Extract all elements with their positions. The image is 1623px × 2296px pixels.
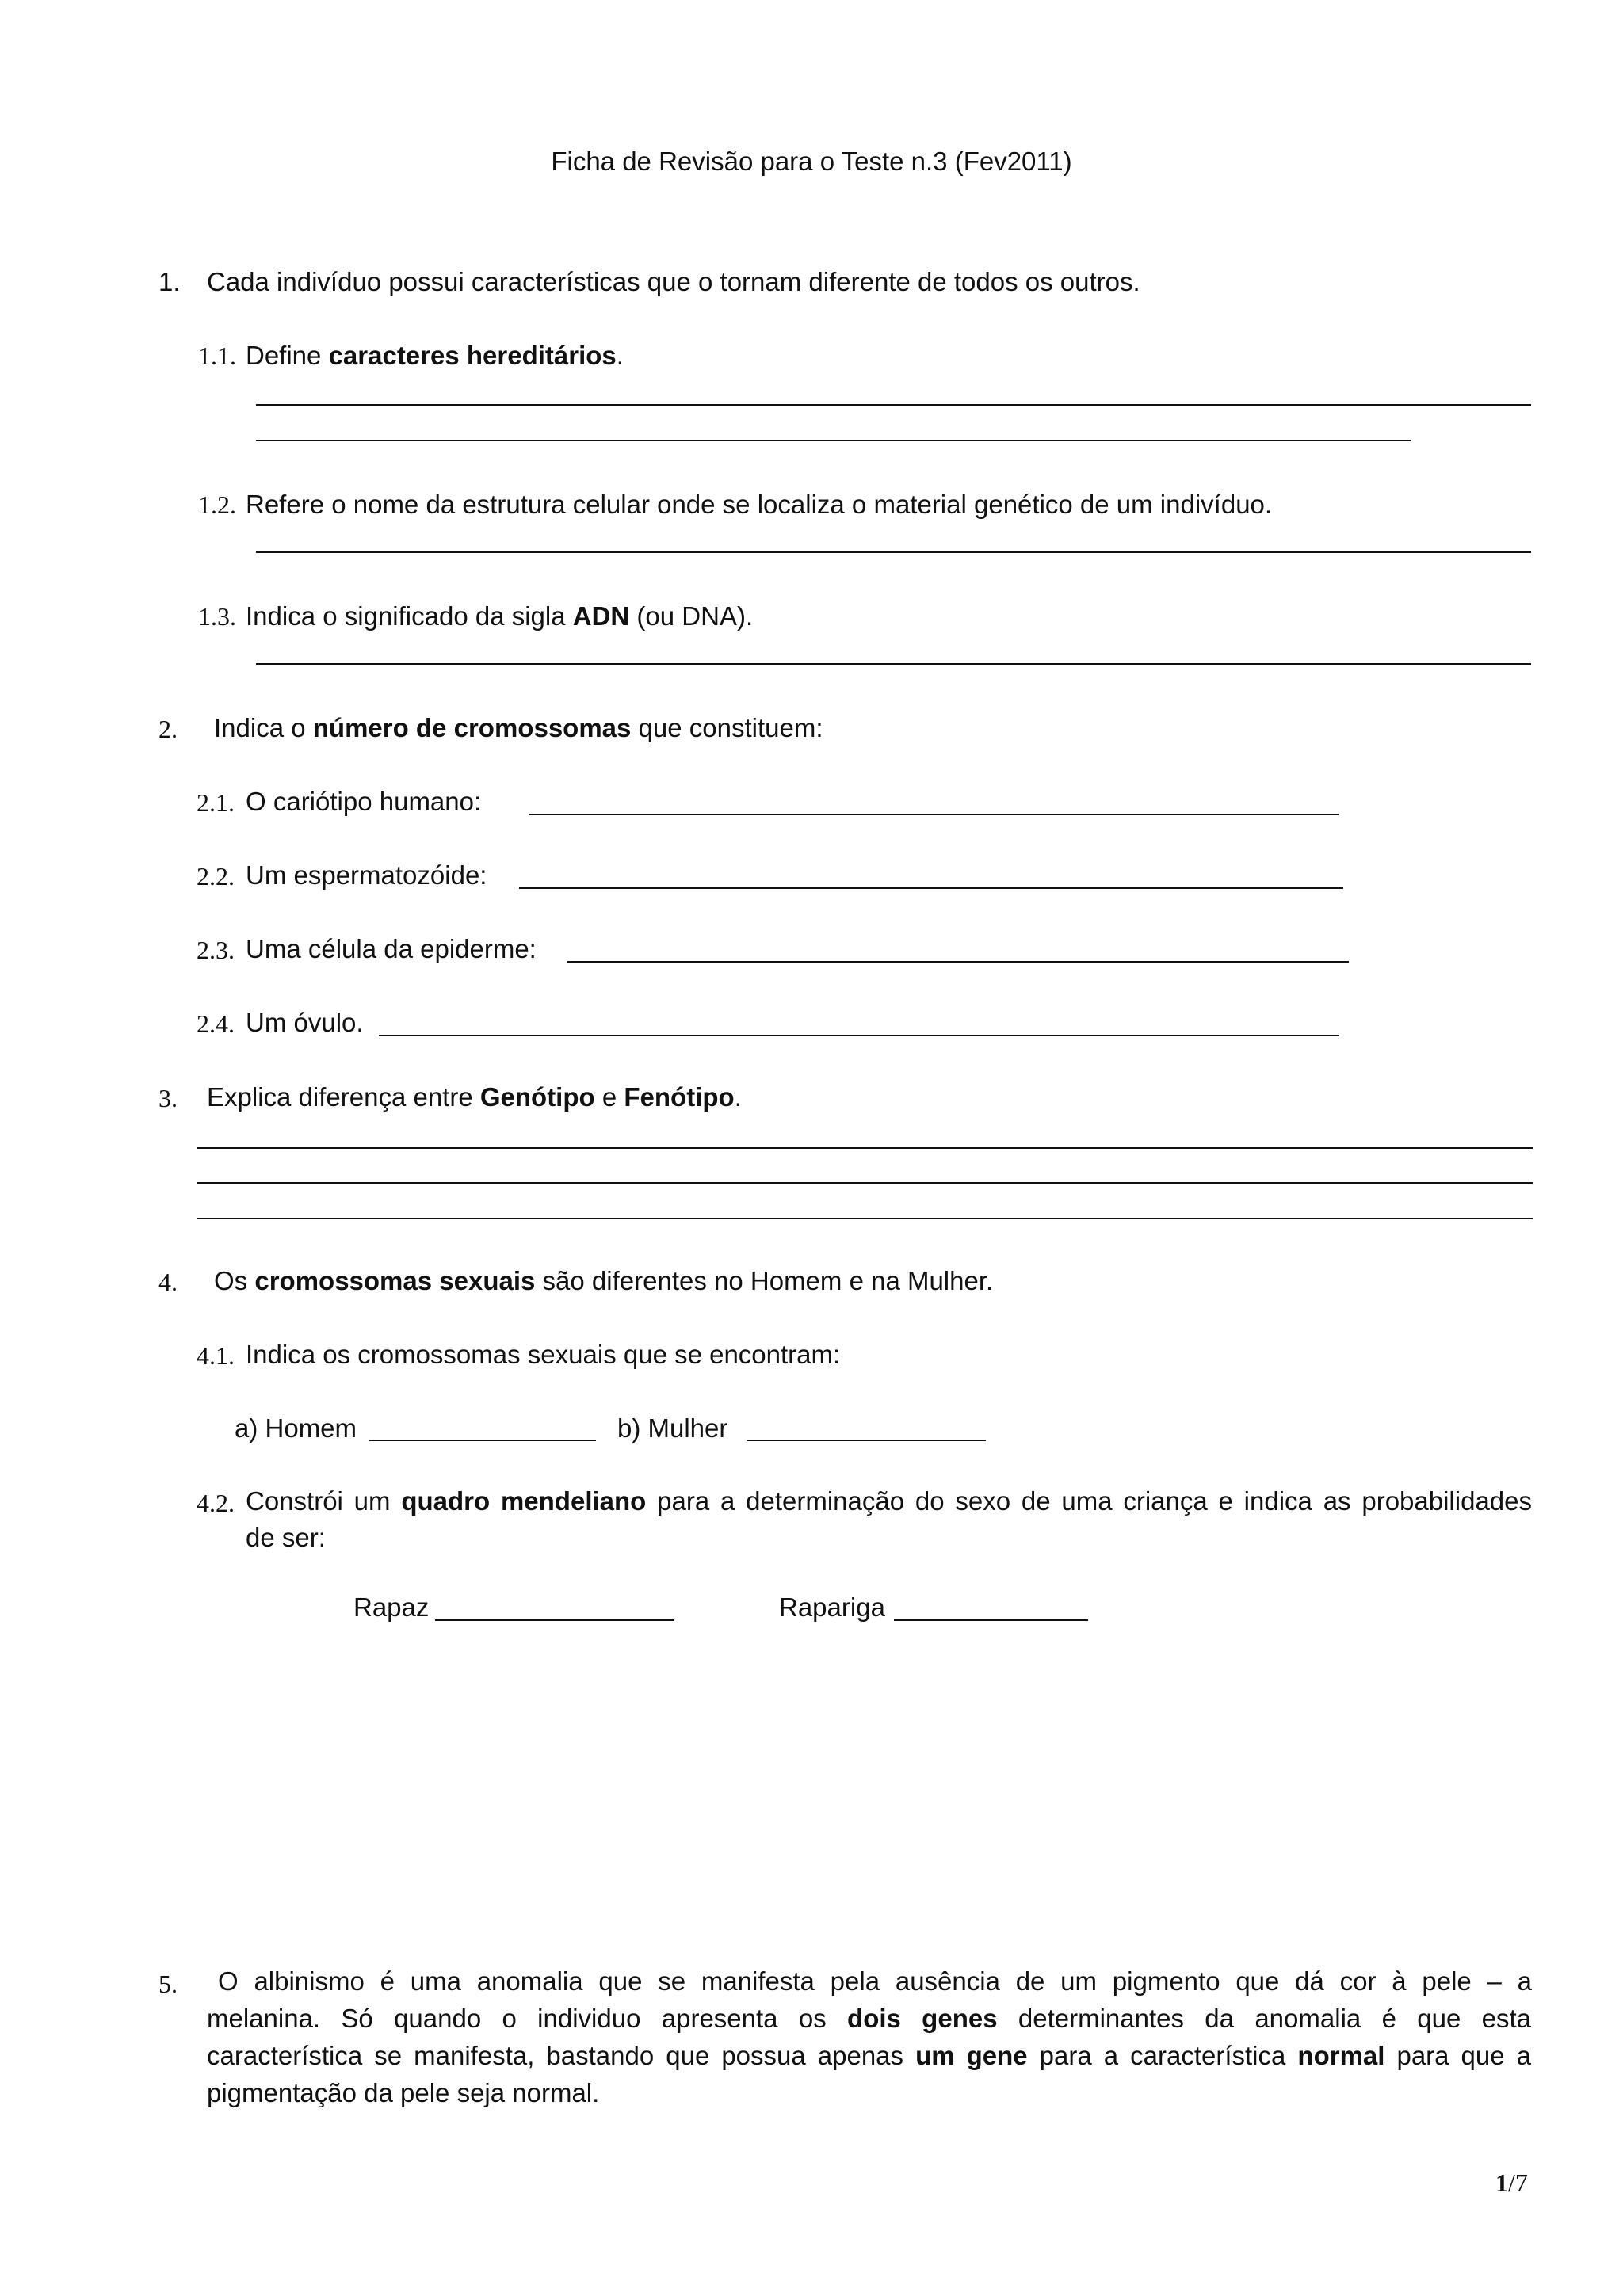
answer-line-2-3[interactable]: [567, 961, 1349, 963]
answer-line-homem[interactable]: [369, 1440, 596, 1441]
answer-line-3c[interactable]: [197, 1218, 1533, 1219]
q1-number: 1.: [158, 267, 181, 296]
q3-number: 3.: [158, 1084, 178, 1112]
answer-line-2-2[interactable]: [519, 887, 1343, 889]
q2-1-label: O cariótipo humano:: [246, 787, 482, 816]
answer-line-2-1[interactable]: [529, 814, 1339, 815]
q4-1-number: 4.1.: [197, 1341, 235, 1370]
page-title: Ficha de Revisão para o Teste n.3 (Fev2011): [551, 147, 1072, 176]
q4-number: 4.: [158, 1268, 178, 1296]
rapaz-label: Rapaz: [353, 1592, 430, 1622]
answer-line-1-2[interactable]: [256, 551, 1531, 553]
answer-line-mulher[interactable]: [747, 1440, 986, 1441]
answer-line-1-1b[interactable]: [256, 440, 1411, 441]
answer-line-3a[interactable]: [197, 1147, 1533, 1149]
q2-2-label: Um espermatozóide:: [246, 860, 487, 890]
answer-line-1-3[interactable]: [256, 663, 1531, 665]
rapariga-label: Rapariga: [779, 1592, 885, 1622]
q1-text: Cada indivíduo possui características que o tornam diferente de todos os outros.: [207, 267, 1140, 296]
q1-2-text: Refere o nome da estrutura celular onde se localiza o material genético de um indivíduo.: [246, 490, 1273, 519]
q1-3-text: Indica o significado da sigla ADN (ou DNA).: [246, 601, 754, 631]
q2-1-number: 2.1.: [197, 788, 235, 817]
q4-text: Os cromossomas sexuais são diferentes no Homem e na Mulher.: [214, 1266, 994, 1295]
q2-2-number: 2.2.: [197, 862, 235, 891]
q4-1-a-label: a) Homem: [235, 1413, 357, 1443]
q1-3-number: 1.3.: [198, 602, 236, 631]
q2-3-number: 2.3.: [197, 936, 235, 964]
q4-1-text: Indica os cromossomas sexuais que se encontram:: [246, 1340, 841, 1369]
answer-line-1-1a[interactable]: [256, 404, 1531, 406]
q4-2-number: 4.2.: [197, 1489, 235, 1517]
answer-line-3b[interactable]: [197, 1182, 1533, 1184]
answer-line-rapaz[interactable]: [435, 1619, 674, 1621]
q4-1-b-label: b) Mulher: [617, 1413, 728, 1443]
page-number: 1/7: [1495, 2168, 1528, 2197]
q5-line-1: O albinismo é uma anomalia que se manifesta pela ausência de um pigmento que dá cor à pele – a: [218, 1966, 1532, 1996]
q1-1-number: 1.1.: [198, 341, 236, 370]
q2-4-label: Um óvulo.: [246, 1008, 364, 1037]
q2-4-number: 2.4.: [197, 1009, 235, 1038]
answer-line-rapariga[interactable]: [894, 1619, 1088, 1621]
q3-text: Explica diferença entre Genótipo e Fenótipo.: [207, 1082, 742, 1112]
q1-2-number: 1.2.: [198, 490, 236, 519]
answer-line-2-4[interactable]: [379, 1035, 1339, 1036]
q2-3-label: Uma célula da epiderme:: [246, 934, 537, 963]
q2-text: Indica o número de cromossomas que constituem:: [214, 713, 823, 742]
q4-2-text: Constrói um quadro mendeliano para a determinação do sexo de uma criança e indica as probabilidades de ser:: [246, 1486, 1533, 1553]
q1-1-text: Define caracteres hereditários.: [246, 341, 624, 370]
q5-paragraph: melanina. Só quando o individuo apresenta os dois genes determinantes da anomalia é que esta característica se manifesta, bastando que possua apenas um gene para a característica normal para que a pigmentação da pele seja normal.: [207, 2004, 1531, 2108]
q2-number: 2.: [158, 715, 178, 743]
q5-number: 5.: [158, 1970, 178, 1998]
